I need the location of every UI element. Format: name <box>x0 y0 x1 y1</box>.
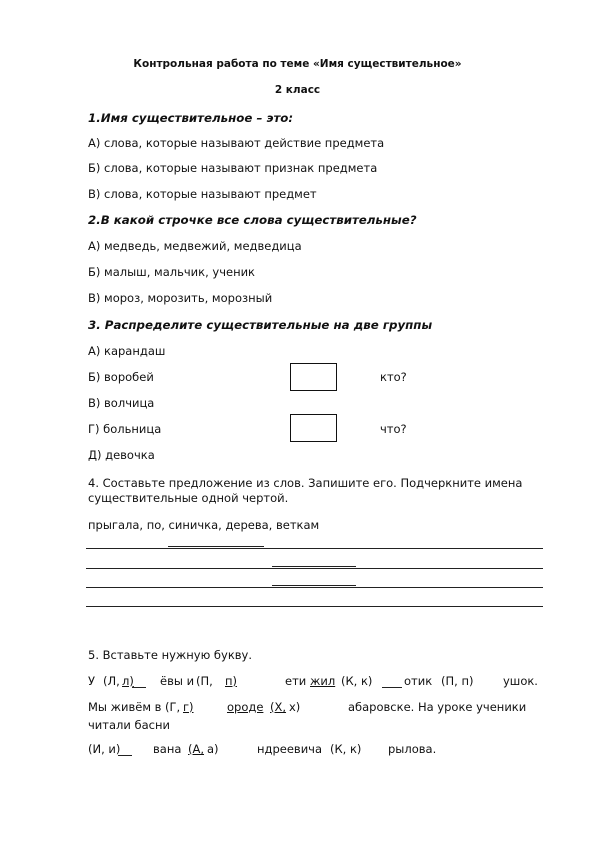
answer-line-3[interactable] <box>86 587 543 588</box>
q5-r3-choice-1: (И, и) <box>88 742 121 756</box>
question-1: 1.Имя существительное – это: <box>88 111 294 125</box>
q5-r1-blank-1[interactable] <box>132 687 146 688</box>
q5-r2-choice-2b: х) <box>289 700 301 714</box>
q5-r1-choice-3: (К, к) <box>341 674 373 688</box>
q5-r3-choice-2b: а) <box>207 742 219 756</box>
q5-r1-word-3: ети <box>285 674 307 688</box>
q5-r1-blank-2[interactable] <box>382 687 402 688</box>
q5-r1-choice-1b: л) <box>122 674 134 688</box>
q5-r2-word-3: абаровске. На уроке ученики <box>348 700 527 714</box>
q5-r2-continuation: читали басни <box>88 718 170 732</box>
q5-r3-choice-2a: (А, <box>188 742 205 756</box>
answer-line-2-mark <box>272 566 356 567</box>
q3-word-c: В) волчица <box>88 396 155 410</box>
q4-task-line-1: 4. Составьте предложение из слов. Запишите его. Подчеркните имена <box>88 476 523 490</box>
q5-r3-word-2: ндреевича <box>257 742 323 756</box>
q5-r2-choice-1b: г) <box>183 700 194 714</box>
q1-option-a: А) слова, которые называют действие предмета <box>88 136 385 150</box>
worksheet-title: Контрольная работа по теме «Имя существительное» <box>133 58 462 70</box>
q5-r1-choice-2b: п) <box>225 674 238 688</box>
q5-r3-word-1: вана <box>153 742 182 756</box>
q3-word-d: Г) больница <box>88 422 162 436</box>
q5-r2-choice-1a: (Г, <box>165 700 181 714</box>
q5-r1-word-6: ушок. <box>503 674 538 688</box>
q3-word-a: А) карандаш <box>88 344 166 358</box>
q5-r3-blank-1[interactable] <box>118 755 132 756</box>
q5-r1-choice-4: (П, п) <box>441 674 474 688</box>
q1-option-c: В) слова, которые называют предмет <box>88 187 317 201</box>
q5-r1-word-2: ёвы и <box>160 674 195 688</box>
group-label-what: что? <box>380 422 407 436</box>
q5-title: 5. Вставьте нужную букву. <box>88 648 252 662</box>
q5-r3-word-3: рылова. <box>388 742 437 756</box>
grade-label: 2 класс <box>274 84 321 96</box>
q5-r2-word-2: ороде <box>227 700 264 714</box>
q5-r2-word-1: Мы живём в <box>88 700 162 714</box>
q5-r1-word-5: отик <box>404 674 433 688</box>
group-box-underline <box>293 441 329 442</box>
q1-option-b: Б) слова, которые называют признак предмета <box>88 161 378 175</box>
group-box-what[interactable] <box>290 414 337 442</box>
question-3: 3. Распределите существительные на две группы <box>88 318 433 332</box>
answer-line-1-mark <box>168 546 264 547</box>
answer-line-4[interactable] <box>86 606 543 607</box>
answer-line-3-mark <box>272 585 356 586</box>
group-label-who: кто? <box>380 370 407 384</box>
q2-option-a: А) медведь, медвежий, медведица <box>88 239 302 253</box>
q5-r1-choice-1a: (Л, <box>103 674 120 688</box>
q5-r1-word-1: У <box>88 674 96 688</box>
q5-r1-choice-2a: (П, <box>196 674 213 688</box>
q3-word-b: Б) воробей <box>88 370 154 384</box>
q5-r1-word-4: жил <box>310 674 336 688</box>
q3-word-e: Д) девочка <box>88 448 155 462</box>
q2-option-b: Б) малыш, мальчик, ученик <box>88 265 256 279</box>
q4-task-line-2: существительные одной чертой. <box>88 491 289 505</box>
answer-line-1[interactable] <box>86 548 543 549</box>
q2-option-c: В) мороз, морозить, морозный <box>88 291 273 305</box>
q4-word-list: прыгала, по, синичка, дерева, веткам <box>88 518 320 532</box>
question-2: 2.В какой строчке все слова существительные? <box>88 213 417 227</box>
q5-r3-choice-3: (К, к) <box>330 742 362 756</box>
answer-line-2[interactable] <box>86 568 543 569</box>
q5-r2-choice-2a: (Х, <box>270 700 287 714</box>
group-box-who[interactable] <box>290 363 337 391</box>
